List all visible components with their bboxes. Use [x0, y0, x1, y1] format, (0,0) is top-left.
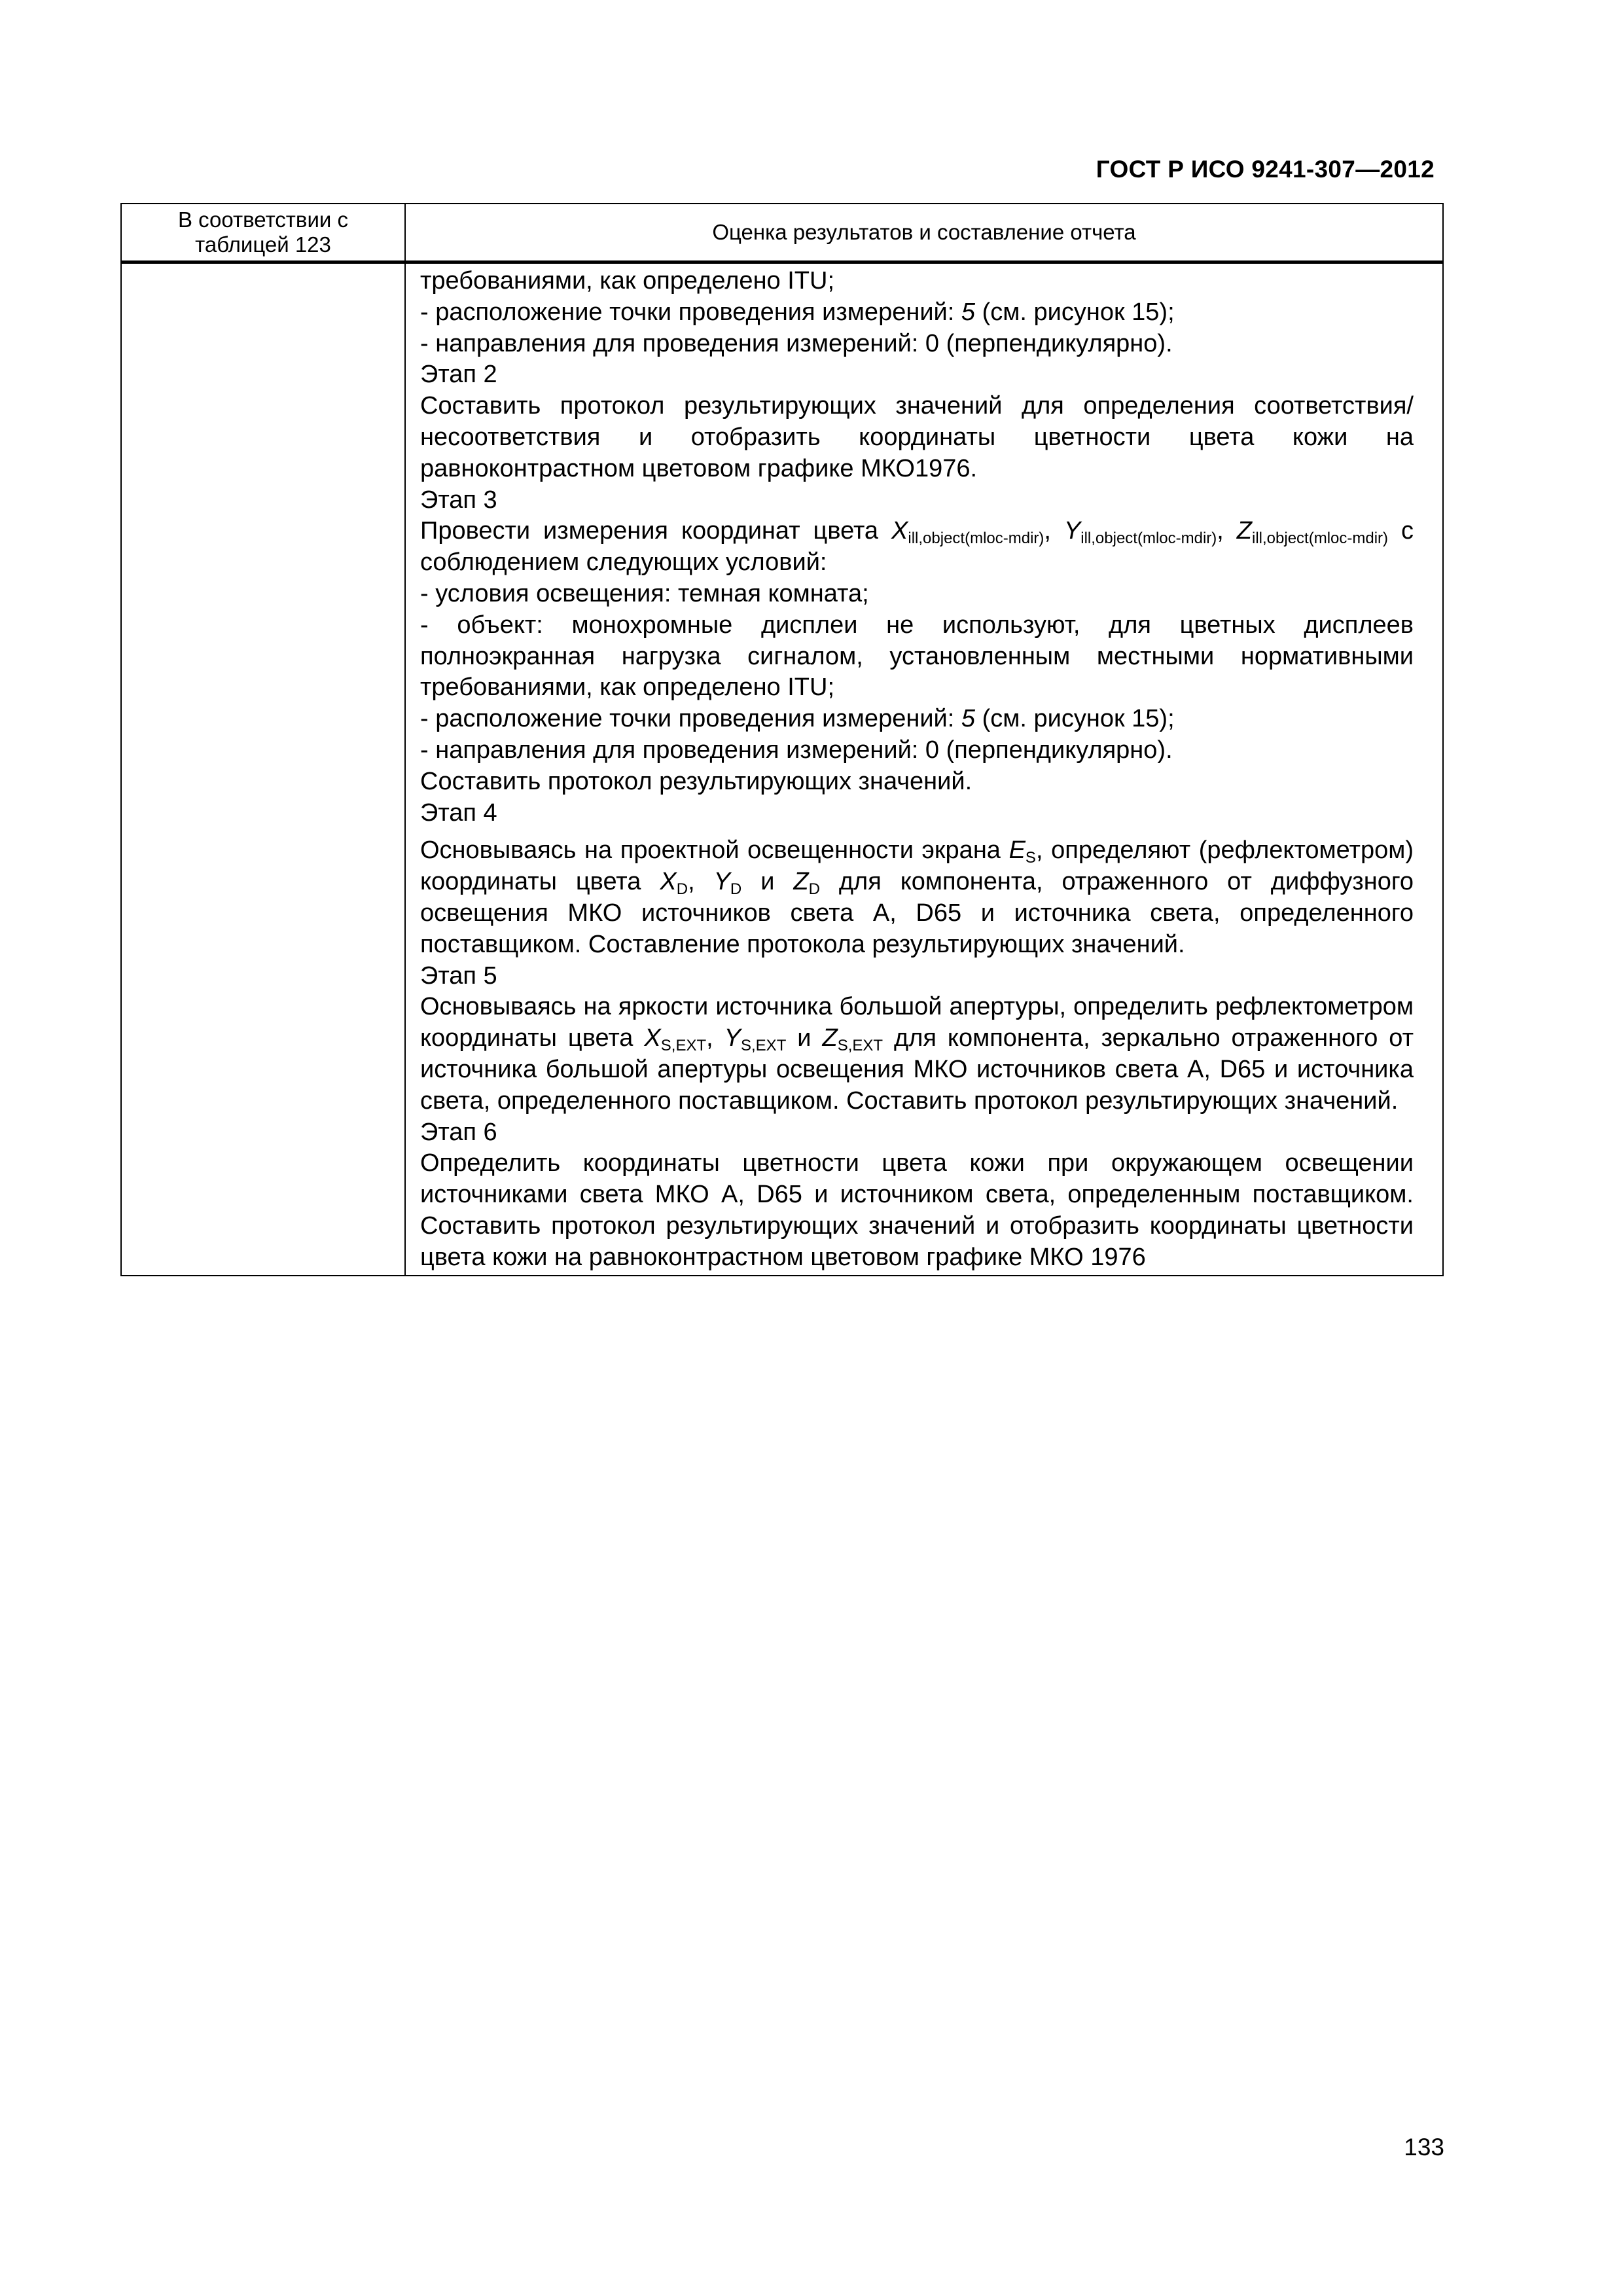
step-heading: Этап 2 [420, 361, 497, 389]
step-heading: Этап 3 [420, 486, 497, 514]
evaluation-table [120, 203, 1444, 1276]
text-paragraph: Определить координаты цветности цвета кожи при окружающем освещении источниками света МКО A, D65 и источником света, определенным поставщиком. Составить протокол результирующих значений и отобразить координаты цветности цвета кожи на равноконтрастном цветовом графике МКО 1976 [420, 1149, 1414, 1271]
text-paragraph: - объект: монохромные дисплеи не используют, для цветных дисплеев полноэкранная нагрузка сигналом, установленным местными нормативными требованиями, как определено ITU; [420, 611, 1414, 702]
step-heading: Этап 5 [420, 961, 497, 990]
page-number: 133 [1404, 2134, 1444, 2161]
text-paragraph: Основываясь на проектной освещенности экрана $E_S$, определяют (рефлектометром) координаты цвета $X_D$, $Y_D$ и $Z_D$ для компонента, отраженного от диффузного освещения МКО источников света A, D65 и источника света, определенного поставщиком. Составление протокола результирующих значений. [420, 836, 1414, 958]
step-heading: Этап 6 [420, 1118, 497, 1146]
text-line: - направления для проведения измерений: 0 (перпендикулярно). [420, 736, 1173, 764]
text-paragraph: Провести измерения координат цвета $X_{ill,object(mloc-mdir)}$, $Y_{ill,object(mloc-mdir)}$, $Z_{ill,object(mloc-mdir)}$ с соблюдением следующих условий: [420, 517, 1414, 577]
text-line: требованиями, как определено ITU; [420, 267, 835, 295]
text-line: - условия освещения: темная комната; [420, 579, 869, 607]
document-code: ГОСТ Р ИСО 9241-307—2012 [1096, 156, 1435, 183]
text-paragraph: Основываясь на яркости источника большой апертуры, определить рефлектометром координаты цвета $X_{S,EXT}$, $Y_{S,EXT}$ и $Z_{S,EXT}$ для компонента, зеркально отраженного от источника большой апертуры освещения МКО источников света A, D65 и источника света, определенного поставщиком. Составить протокол результирующих значений. [420, 993, 1414, 1115]
reference-cell [121, 262, 405, 1276]
col-header-reference: В соответствии с таблицей 123 [121, 204, 405, 262]
text-line: Составить протокол результирующих значений. [420, 767, 972, 795]
table-row [121, 262, 1443, 1276]
text-line: - расположение точки проведения измерений: 5 (см. рисунок 15); [420, 298, 1175, 326]
text-line: - направления для проведения измерений: 0 (перпендикулярно). [420, 329, 1173, 357]
text-paragraph: Составить протокол результирующих значений для определения соответствия/несоответствия и отобразить координаты цветности цвета кожи на равноконтрастном цветовом графике МКО1976. [420, 392, 1414, 482]
step-heading: Этап 4 [420, 798, 497, 827]
col-header-evaluation: Оценка результатов и составление отчета [405, 204, 1443, 262]
text-line: - расположение точки проведения измерений: 5 (см. рисунок 15); [420, 705, 1175, 733]
table-header-row [121, 204, 1443, 262]
evaluation-cell [405, 262, 1443, 1276]
